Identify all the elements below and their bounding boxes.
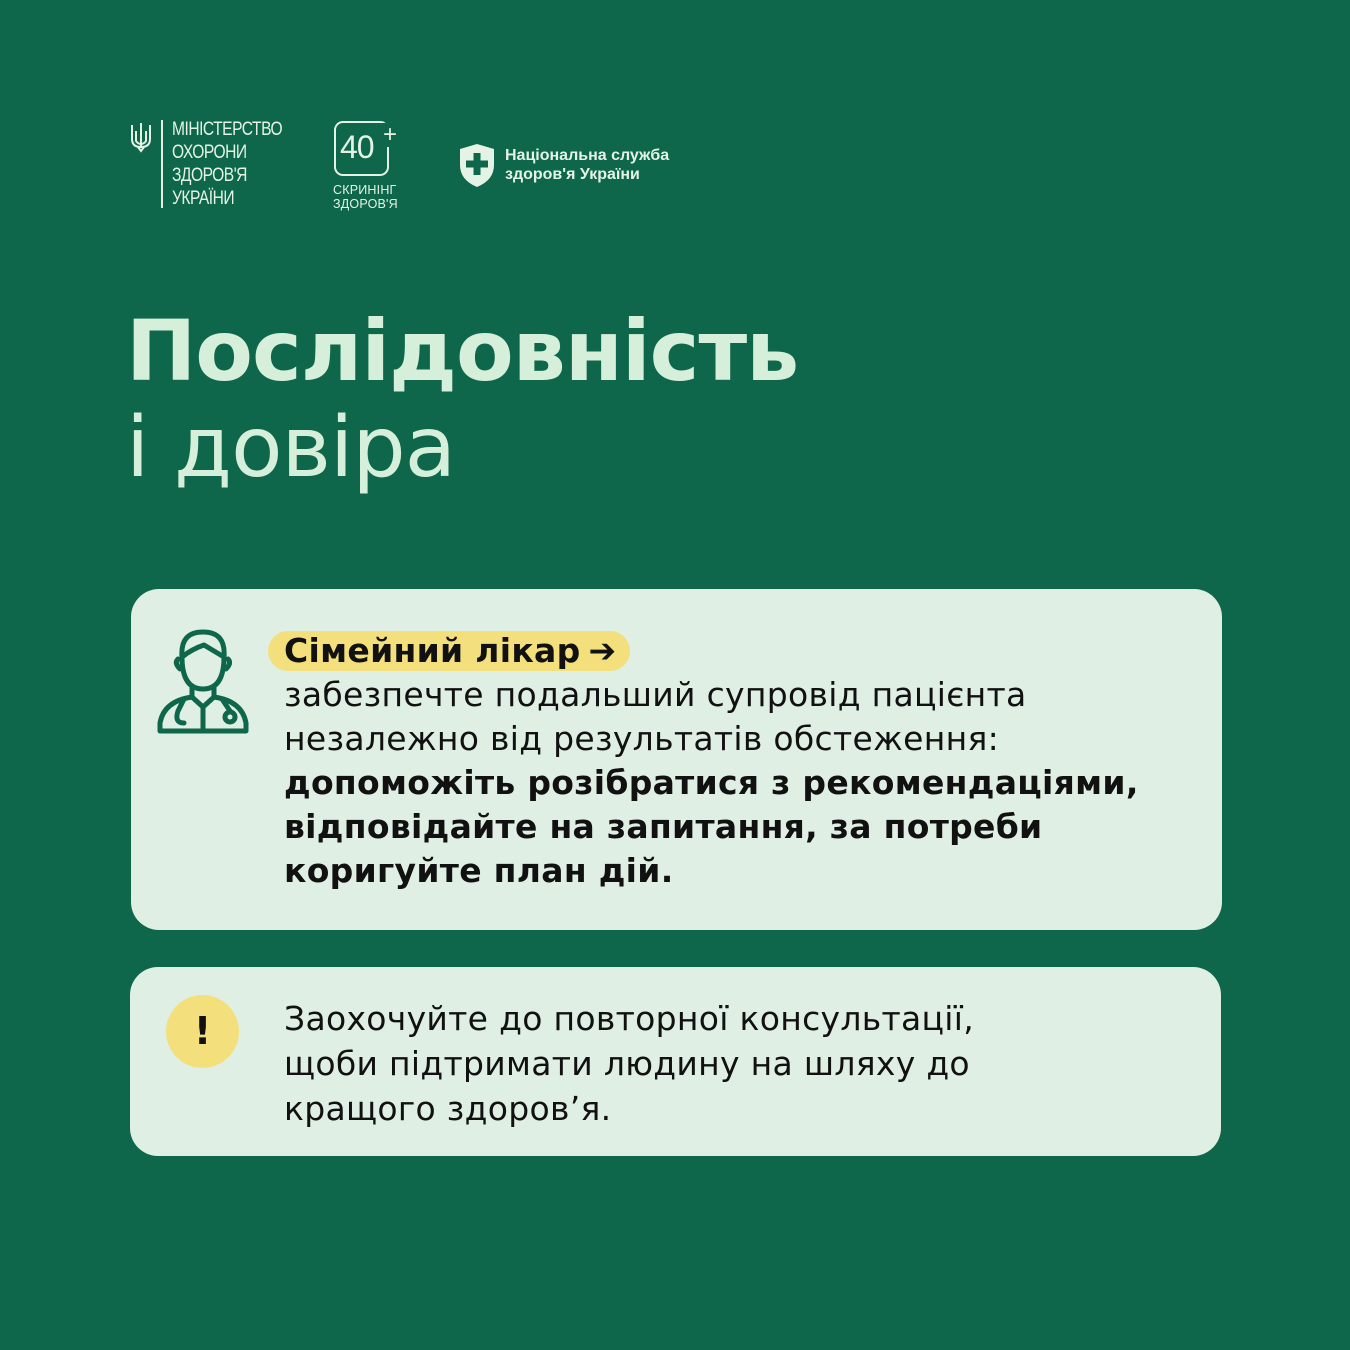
- role-highlight: [268, 631, 630, 671]
- reminder-card: [130, 967, 1221, 1156]
- ministry-name: МІНІСТЕРСТВО ОХОРОНИ ЗДОРОВ'Я УКРАЇНИ: [172, 119, 283, 209]
- card1-line: забезпечте подальший супровід пацієнта: [284, 675, 1027, 714]
- doctor-card: [131, 589, 1222, 930]
- exclamation-icon: !: [166, 995, 239, 1068]
- ministry-logo: [130, 118, 290, 213]
- screening-caption: СКРИНІНГ ЗДОРОВ'Я: [333, 183, 398, 211]
- screening-plus: +: [383, 121, 398, 148]
- nszu-logo: [458, 143, 718, 193]
- ministry-divider: [161, 120, 163, 208]
- screening-number: 40: [340, 129, 374, 165]
- logo-strip: [130, 118, 750, 218]
- card2-line: Заохочуйте до повторної консультації,: [284, 999, 975, 1038]
- reminder-card-text: [284, 996, 1214, 1131]
- title-line-bold: Послідовність: [126, 302, 799, 400]
- doctor-card-text: [284, 629, 1214, 893]
- role-label: Сімейний лікар: [284, 631, 581, 670]
- page-title: [126, 303, 798, 495]
- card1-bold-line: відповідайте на запитання, за потреби: [284, 807, 1043, 846]
- screening-logo: [333, 121, 409, 213]
- shield-cross-icon: [458, 143, 496, 188]
- doctor-icon: [156, 627, 250, 737]
- arrow-right-icon: ➔: [588, 631, 617, 670]
- title-line-light: і довіра: [126, 398, 456, 496]
- card1-bold-line: коригуйте план дій.: [284, 851, 674, 890]
- card1-bold-line: допоможіть розібратися з рекомендаціями,: [284, 763, 1139, 802]
- trident-icon: [130, 121, 152, 153]
- card2-line: щоби підтримати людину на шляху до: [284, 1044, 970, 1083]
- card1-line: незалежно від результатів обстеження:: [284, 719, 1000, 758]
- nszu-name: Національна служба здоров'я України: [505, 147, 670, 183]
- card2-line: кращого здоров’я.: [284, 1089, 612, 1128]
